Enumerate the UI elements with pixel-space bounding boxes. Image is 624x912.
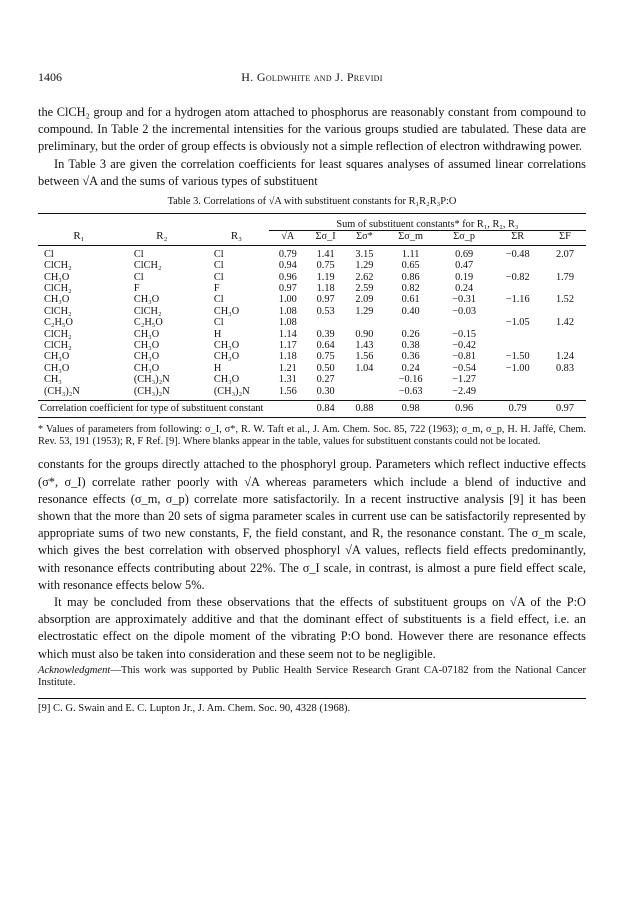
- table-caption: Table 3. Correlations of √A with substituent constants for R₁R₂R₃P:O: [167, 196, 457, 208]
- col-sqrt-a-cell: 1.08: [278, 317, 297, 329]
- acknowledgment: [38, 665, 586, 690]
- col-r2-cell: C₂H₅O: [133, 317, 163, 329]
- col-r2-cell: ClCH₂: [133, 260, 162, 272]
- col-sigma-p-cell: −0.15: [452, 328, 477, 340]
- col-sigma-p-cell: −0.42: [452, 340, 477, 352]
- col-r-cell: [491, 340, 543, 351]
- col-r-cell: [491, 386, 543, 401]
- col-r2-cell: Cl: [133, 271, 144, 283]
- col-r2-cell: ClCH₂: [133, 305, 162, 317]
- col-r1-cell: (CH₃)₂N: [44, 385, 80, 397]
- col-sigma-p-cell: 0.69: [437, 245, 492, 260]
- col-r-cell: −1.16: [505, 294, 530, 306]
- col-sigma-m-cell: −0.63: [398, 385, 423, 397]
- table-3: [38, 213, 586, 424]
- col-sigma-p-cell: −0.03: [452, 305, 477, 317]
- col-r3-cell: F: [213, 283, 220, 295]
- col-f-cell: [544, 340, 586, 351]
- col-sigma-star-cell: 1.29: [355, 305, 374, 317]
- col-r1-cell: ClCH₂: [44, 260, 72, 272]
- col-sigma-i-cell: 0.39: [316, 328, 335, 340]
- col-sigma-star-cell: 2.62: [355, 271, 374, 283]
- col-f-cell: 0.83: [555, 362, 574, 374]
- col-sigma-star-header: Σσ*: [345, 231, 385, 245]
- col-sigma-m-cell: −0.16: [398, 374, 423, 386]
- col-r3-cell: CH₃O: [213, 305, 240, 317]
- col-sigma-i-header: Σσ_I: [307, 231, 345, 245]
- paragraph-4: It may be concluded from these observations that the effects of substituent groups on √A of the P:O absorption are approximately additive and that the dominant effect of substituents is a field effect, i.e. an electrostatic effect on the dipole moment of the vibrating P:O bond. However there are resonance effects which must also be taken into consideration and these seem not to be negligible.: [38, 594, 586, 661]
- col-r2-cell: CH₃O: [133, 294, 160, 306]
- col-sqrt-a-cell: 0.97: [278, 283, 297, 295]
- table-row: [38, 374, 586, 385]
- paragraph-2: In Table 3 are given the correlation coefficients for least squares analyses of assumed linear correlations between √A and the sums of various types of substituent: [38, 156, 586, 188]
- col-sqrt-a-header: √A: [269, 231, 307, 245]
- col-sigma-m-cell: 0.65: [401, 260, 420, 272]
- col-sigma-m-cell: 0.61: [401, 294, 420, 306]
- col-r-cell: −1.00: [505, 362, 530, 374]
- table-row: [38, 272, 586, 283]
- col-sigma-p-cell: −0.31: [452, 294, 477, 306]
- col-r2-cell: (CH₃)₂N: [133, 385, 170, 397]
- col-sqrt-a-cell: 1.17: [278, 340, 297, 352]
- col-sigma-i-cell: 0.75: [316, 260, 335, 272]
- col-sqrt-a-cell: 0.94: [278, 260, 297, 272]
- paragraph-1: the ClCH₂ group and for a hydrogen atom attached to phosphorus are reasonably constant from compound to compound. In Table 2 the incremental intensities for the various groups studied are tabulated. These data are preliminary, but the order of group effects is obviously not a simple reflection of electron withdrawing power.: [38, 105, 586, 154]
- col-f-cell: [544, 260, 586, 271]
- col-sigma-star-cell: 1.43: [355, 340, 374, 352]
- table-row: [38, 283, 586, 294]
- table-row: [38, 329, 586, 340]
- col-r2-header: R₂: [156, 229, 168, 242]
- col-sqrt-a-cell: 1.08: [278, 305, 297, 317]
- col-sigma-m-cell: 1.11: [384, 245, 436, 260]
- col-r-cell: −0.48: [491, 245, 543, 260]
- corr-sigma-star: 0.88: [345, 401, 385, 417]
- reference-divider: [38, 698, 586, 699]
- col-sigma-star-cell: 1.29: [355, 260, 374, 272]
- col-sigma-star-cell: 0.90: [355, 328, 374, 340]
- table-row: [38, 351, 586, 362]
- table-footnote: * Values of parameters from following: σ_I, σ*, R. W. Taft et al., J. Am. Chem. Soc. 85, 722 (1963); σ_m, σ_p, H. H. Jaffé, Chem. Rev. 53, 191 (1953); R, F Ref. [9]. Where blanks appear in the table, values for substituent constants could not be located.: [38, 423, 586, 447]
- col-f-cell: [544, 374, 586, 385]
- col-f-cell: 1.79: [555, 271, 574, 283]
- journal-page: [38, 70, 586, 715]
- col-r3-cell: H: [213, 362, 222, 374]
- col-sigma-p-cell: 0.19: [455, 271, 474, 283]
- col-sigma-m-cell: [384, 317, 436, 328]
- col-r3-cell: (CH₃)₂N: [213, 385, 250, 397]
- col-f-cell: [544, 306, 586, 317]
- col-f-cell: 1.52: [555, 294, 574, 306]
- col-r1-cell: CH₃: [44, 374, 62, 386]
- col-r2-cell: F: [133, 283, 140, 295]
- col-sigma-i-cell: 0.53: [316, 305, 335, 317]
- running-header: [38, 70, 586, 86]
- col-sigma-p-cell: −0.81: [452, 351, 477, 363]
- col-sigma-m-cell: 0.26: [401, 328, 420, 340]
- col-r-cell: [491, 260, 543, 271]
- table-row: [38, 260, 586, 271]
- col-sqrt-a-cell: 1.14: [278, 328, 297, 340]
- col-r3-cell: CH₃O: [213, 340, 240, 352]
- col-sigma-m-cell: 0.36: [401, 351, 420, 363]
- corr-r: 0.79: [491, 401, 543, 417]
- col-sqrt-a-cell: 1.56: [278, 385, 297, 397]
- col-r-cell: −1.50: [505, 351, 530, 363]
- col-sigma-i-cell: 1.41: [307, 245, 345, 260]
- page-number: 1406: [38, 70, 62, 84]
- col-r1-cell: CH₃O: [44, 271, 70, 283]
- col-r3-cell: Cl: [213, 260, 224, 272]
- col-sigma-i-cell: 0.27: [316, 374, 335, 386]
- col-sigma-i-cell: 0.30: [316, 385, 335, 397]
- col-r-cell: [491, 306, 543, 317]
- col-f-cell: [544, 386, 586, 401]
- col-r1-cell: ClCH₂: [44, 340, 72, 352]
- col-r-cell: [491, 374, 543, 385]
- col-sigma-p-cell: 0.24: [455, 283, 474, 295]
- col-sqrt-a-cell: 1.21: [278, 362, 297, 374]
- col-r3-cell: Cl: [213, 271, 224, 283]
- col-sigma-i-cell: 0.75: [316, 351, 335, 363]
- correlation-label: Correlation coefficient for type of substituent constant: [38, 401, 307, 417]
- col-sigma-m-cell: 0.40: [401, 305, 420, 317]
- corr-f: 0.97: [544, 401, 586, 417]
- col-f-cell: 1.24: [555, 351, 574, 363]
- col-sigma-i-cell: [307, 317, 345, 328]
- col-sigma-star-cell: [345, 374, 385, 385]
- col-sigma-m-cell: 0.38: [401, 340, 420, 352]
- col-sigma-star-cell: 2.59: [355, 283, 374, 295]
- col-sqrt-a-cell: 0.96: [278, 271, 297, 283]
- col-r1-cell: C₂H₅O: [44, 317, 73, 329]
- col-r1-cell: Cl: [38, 245, 120, 260]
- col-r1-cell: CH₃O: [44, 351, 70, 363]
- sum-header: Sum of substituent constants* for R₁, R₂, R₃: [336, 219, 519, 231]
- col-sqrt-a-cell: 1.00: [278, 294, 297, 306]
- col-sigma-m-cell: 0.24: [401, 362, 420, 374]
- table-row: [38, 306, 586, 317]
- col-r2-cell: CH₃O: [133, 362, 160, 374]
- col-sigma-m-header: Σσ_m: [384, 231, 436, 245]
- col-r3-cell: H: [213, 328, 222, 340]
- col-r2-cell: CH₃O: [133, 351, 160, 363]
- corr-sigma-p: 0.96: [437, 401, 492, 417]
- col-f-cell: 1.42: [555, 317, 574, 329]
- col-sigma-star-cell: 3.15: [345, 245, 385, 260]
- col-sigma-star-cell: 1.56: [355, 351, 374, 363]
- col-sigma-star-cell: [345, 386, 385, 401]
- col-f-cell: [544, 329, 586, 340]
- table-row: [38, 363, 586, 374]
- table-row: [38, 245, 586, 260]
- col-r1-cell: CH₃O: [44, 362, 70, 374]
- col-sigma-star-cell: 2.09: [355, 294, 374, 306]
- corr-sigma-i: 0.84: [307, 401, 345, 417]
- table-row: [38, 294, 586, 305]
- col-r3-cell: CH₃O: [213, 374, 240, 386]
- acknowledgment-heading: Acknowledgment: [38, 664, 111, 676]
- col-r1-cell: CH₃O: [44, 294, 70, 306]
- paragraph-3: constants for the groups directly attached to the phosphoryl group. Parameters which reflect inductive effects (σ*, σ_I) correlate rather poorly with √A whereas parameters which include a blend of inductive and resonance effects (σ_m, σ_p) correlate more satisfactorily. In a recent instructive analysis [9] it has been shown that the more than 20 sets of sigma parameter scales in current use can be satisfactorily represented by appropriate sums of two new constants, F, the field constant, and R, the resonance constant. The σ_m scale, which gives the best correlation with observed phosphoryl √A values, reflects field effects predominantly, with resonance effects contributing about 22%. The σ_I scale, in contrast, is almost a pure field effect scale, with resonance effects below 5%.: [38, 457, 586, 592]
- col-f-cell: 2.07: [544, 245, 586, 260]
- col-r2-cell: CH₃O: [133, 328, 160, 340]
- table-row: [38, 386, 586, 401]
- col-sigma-p-header: Σσ_p: [437, 231, 492, 245]
- col-r2-cell: (CH₃)₂N: [133, 374, 170, 386]
- col-sigma-i-cell: 1.19: [316, 271, 335, 283]
- col-sigma-p-cell: [437, 317, 492, 328]
- acknowledgment-text: —This work was supported by Public Health Service Research Grant CA-07182 from the National Cancer Institute.: [38, 664, 586, 689]
- col-sigma-i-cell: 0.50: [316, 362, 335, 374]
- table-row: [38, 340, 586, 351]
- corr-sigma-m: 0.98: [384, 401, 436, 417]
- col-r3-header: R₃: [230, 229, 242, 242]
- col-r-header: ΣR: [491, 231, 543, 245]
- col-r3-cell: Cl: [204, 245, 269, 260]
- col-r1-cell: ClCH₂: [44, 305, 72, 317]
- col-r3-cell: Cl: [213, 317, 224, 329]
- col-r2-cell: Cl: [120, 245, 204, 260]
- col-r2-cell: CH₃O: [133, 340, 160, 352]
- running-head: H. Goldwhite and J. Previdi: [241, 70, 383, 84]
- col-r-cell: [491, 329, 543, 340]
- col-sigma-m-cell: 0.86: [401, 271, 420, 283]
- col-f-header: ΣF: [544, 231, 586, 245]
- col-f-cell: [544, 283, 586, 294]
- col-r1-header: R₁: [73, 229, 85, 242]
- col-r-cell: [491, 283, 543, 294]
- col-r1-cell: ClCH₂: [44, 283, 72, 295]
- col-sigma-star-cell: 1.04: [355, 362, 374, 374]
- reference-9: [9] C. G. Swain and E. C. Lupton Jr., J. Am. Chem. Soc. 90, 4328 (1968).: [38, 702, 351, 714]
- col-sigma-p-cell: −0.54: [452, 362, 477, 374]
- col-sigma-i-cell: 1.18: [316, 283, 335, 295]
- col-r3-cell: CH₃O: [213, 351, 240, 363]
- col-r-cell: −1.05: [505, 317, 530, 329]
- col-sigma-p-cell: −2.49: [452, 385, 477, 397]
- col-sigma-p-cell: 0.47: [455, 260, 474, 272]
- col-sqrt-a-cell: 1.31: [278, 374, 297, 386]
- col-sigma-i-cell: 0.64: [316, 340, 335, 352]
- col-r-cell: −0.82: [505, 271, 530, 283]
- col-sigma-p-cell: −1.27: [452, 374, 477, 386]
- table-row: [38, 317, 586, 328]
- col-sqrt-a-cell: 1.18: [278, 351, 297, 363]
- col-r3-cell: Cl: [213, 294, 224, 306]
- col-sigma-i-cell: 0.97: [316, 294, 335, 306]
- col-r1-cell: ClCH₂: [44, 328, 72, 340]
- col-sigma-m-cell: 0.82: [401, 283, 420, 295]
- col-sqrt-a-cell: 0.79: [269, 245, 307, 260]
- col-sigma-star-cell: [345, 317, 385, 328]
